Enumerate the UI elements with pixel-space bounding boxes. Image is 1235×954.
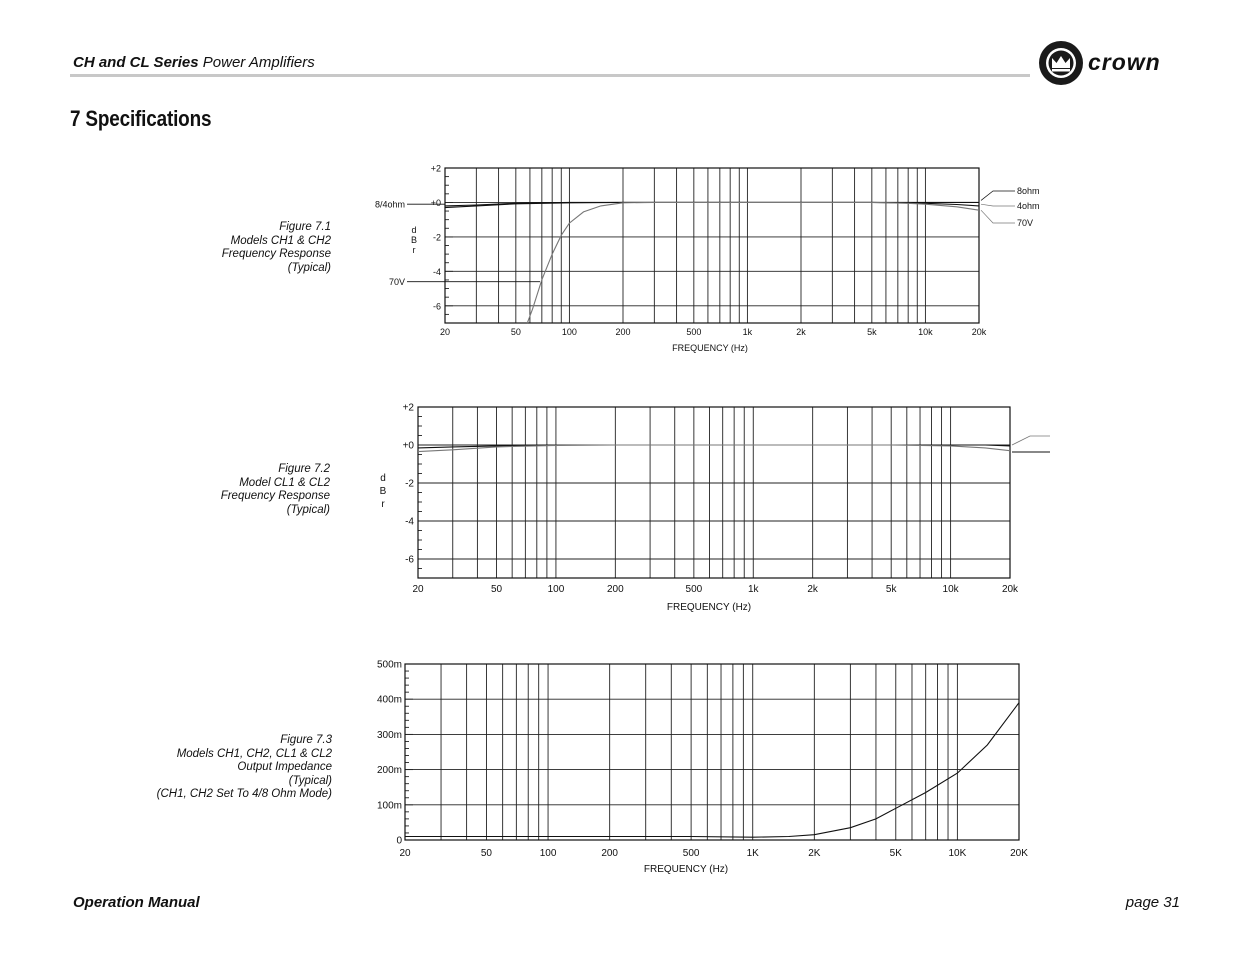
y-tick-label: +0 — [430, 197, 441, 208]
footer-page-number: page 31 — [1125, 894, 1180, 911]
x-tick-label: 100 — [539, 848, 557, 859]
x-tick-label: 50 — [480, 848, 493, 859]
x-tick-label: 10K — [948, 848, 967, 859]
annotation-leader — [981, 191, 1015, 200]
x-tick-label: 20K — [1010, 848, 1028, 859]
x-tick-label: 2k — [807, 584, 818, 595]
x-tick-label: 1k — [747, 584, 759, 595]
series-name: CH and CL Series — [73, 54, 199, 71]
caption-line: Models CH1, CH2, CL1 & CL2 — [176, 747, 332, 760]
series-line-3 — [527, 202, 979, 323]
section-title: 7 Specifications — [70, 106, 212, 131]
x-tick-label: 2K — [808, 848, 821, 859]
y-tick-label: +2 — [402, 402, 414, 414]
y-tick-label: +2 — [430, 163, 441, 174]
x-tick-label: 20k — [971, 327, 987, 337]
x-tick-label: 500 — [686, 327, 702, 337]
caption-line: (Typical) — [287, 261, 331, 274]
x-tick-label: 10k — [942, 584, 959, 595]
y-tick-label: -6 — [405, 554, 414, 566]
right-annotation: 70V — [1017, 218, 1034, 228]
y-tick-label: 200m — [376, 765, 402, 777]
y-tick-label: 300m — [376, 729, 402, 741]
caption-line: Model CL1 & CL2 — [239, 476, 330, 489]
x-tick-label: 2k — [796, 327, 806, 337]
annotation-leader — [1012, 436, 1050, 445]
x-tick-label: 20k — [1001, 584, 1019, 595]
series-subtitle: Power Amplifiers — [198, 54, 315, 71]
x-tick-label: 200 — [606, 584, 624, 595]
caption-line: Models CH1 & CH2 — [230, 234, 331, 247]
x-tick-label: 10k — [918, 327, 933, 337]
y-tick-label: -2 — [405, 478, 414, 490]
x-axis-label: FREQUENCY (Hz) — [666, 602, 752, 613]
logo-wordmark: crown — [1088, 49, 1161, 75]
caption-line: Output Impedance — [237, 761, 332, 774]
x-tick-label: 1k — [742, 327, 753, 337]
x-tick-label: 1K — [746, 848, 759, 859]
chart-3 — [377, 660, 1028, 876]
annotation-leader — [981, 210, 1015, 223]
x-tick-label: 20 — [412, 584, 424, 595]
x-tick-label: 500 — [685, 584, 703, 595]
y-tick-label: -4 — [432, 266, 441, 277]
x-tick-label: 100 — [547, 584, 565, 595]
x-axis-label: FREQUENCY (Hz) — [672, 343, 748, 353]
y-tick-label: 500m — [376, 659, 402, 671]
y-tick-label: +0 — [402, 440, 414, 452]
right-annotation: 4ohm — [1017, 201, 1040, 211]
x-tick-label: 20 — [439, 327, 451, 337]
y-tick-label: -4 — [405, 516, 414, 528]
x-tick-label: 200 — [601, 848, 619, 859]
x-tick-label: 50 — [490, 584, 503, 595]
x-tick-label: 5k — [885, 584, 897, 595]
caption-line: Frequency Response — [221, 248, 331, 261]
x-tick-label: 20 — [399, 848, 411, 859]
x-tick-label: 200 — [615, 327, 631, 337]
x-tick-label: 500 — [682, 848, 700, 859]
caption-line: Figure 7.1 — [279, 221, 331, 233]
chart-2 — [380, 403, 1050, 614]
y-tick-label: 100m — [376, 800, 402, 812]
caption-line: Figure 7.3 — [280, 734, 332, 746]
right-annotation: 8ohm — [1017, 186, 1040, 196]
footer-manual-title: Operation Manual — [73, 894, 200, 911]
caption-line: (CH1, CH2 Set To 4/8 Ohm Mode) — [156, 788, 332, 801]
y-tick-label: 0 — [396, 835, 402, 847]
x-tick-label: 50 — [510, 327, 521, 337]
y-tick-label: -6 — [432, 301, 441, 312]
plot-frame — [445, 168, 979, 323]
y-tick-label: 400m — [376, 694, 402, 706]
y-axis-label: d B r — [379, 473, 387, 510]
caption-line: Figure 7.2 — [278, 463, 330, 475]
x-tick-label: 5K — [889, 848, 902, 859]
plot-frame — [418, 407, 1010, 578]
chart-1 — [375, 164, 1040, 354]
left-annotation: 8/4ohm — [374, 199, 405, 210]
x-axis-label: FREQUENCY (Hz) — [643, 864, 729, 875]
plot-frame — [405, 664, 1019, 840]
caption-line: (Typical) — [286, 503, 330, 516]
caption-line: (Typical) — [288, 774, 332, 787]
x-tick-label: 100 — [561, 327, 577, 337]
y-tick-label: -2 — [432, 232, 441, 243]
annotation-leader — [981, 204, 1015, 206]
x-tick-label: 5k — [867, 327, 877, 337]
y-axis-label: d B r — [410, 225, 418, 255]
caption-line: Frequency Response — [220, 490, 330, 503]
left-annotation: 70V — [388, 277, 405, 288]
